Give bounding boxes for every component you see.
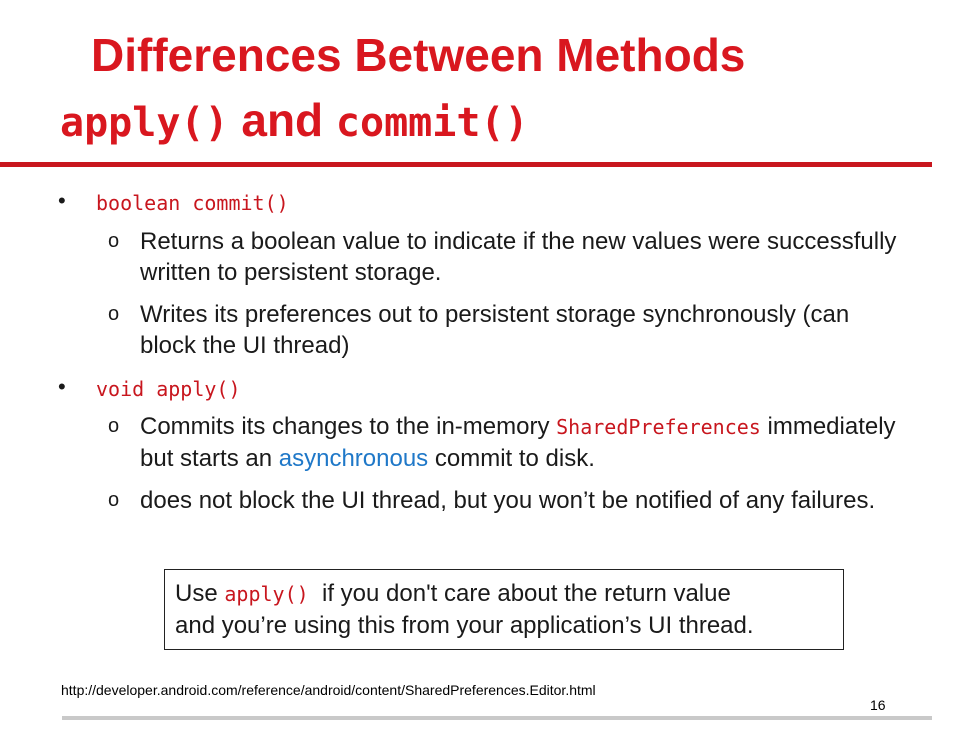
- title-code-commit: commit(): [335, 100, 529, 146]
- title-code-apply: apply(): [60, 100, 229, 146]
- code-sharedpreferences: SharedPreferences: [556, 415, 761, 439]
- sub-bullet-marker: o: [108, 230, 120, 252]
- title-and: and: [228, 94, 336, 146]
- text-segment: Commits its changes to the in-memory: [140, 413, 557, 440]
- page-number: 16: [870, 697, 886, 713]
- callout-line1: [175, 578, 843, 610]
- bullet-code-commit: boolean commit(): [96, 191, 289, 215]
- bullet-marker-1: •: [58, 188, 66, 213]
- footer-divider: [62, 716, 932, 720]
- list-item: [108, 485, 898, 516]
- callout-line2: and you’re using this from your application’s UI thread.: [175, 612, 754, 639]
- sub-bullet-text: Writes its preferences out to persistent storage synchronously (can block the UI thread): [140, 301, 850, 359]
- sub-bullet-marker: o: [108, 303, 120, 325]
- sub-bullet-text: does not block the UI thread, but you won’t be notified of any failures.: [140, 487, 876, 514]
- highlight-asynchronous: asynchronous: [278, 445, 429, 472]
- slide-title-line2: [60, 93, 529, 147]
- bullet-marker-2: •: [58, 374, 66, 399]
- sub-bullet-marker: o: [108, 415, 120, 437]
- callout-box: [164, 569, 844, 650]
- callout-suffix: if you don't care about the return value: [308, 580, 731, 607]
- bullet-code-apply: void apply(): [96, 377, 241, 401]
- list-item: [108, 226, 898, 288]
- sub-bullet-marker: o: [108, 489, 120, 511]
- text-segment: immediately but starts an: [140, 413, 896, 472]
- list-item: [108, 411, 898, 474]
- title-divider: [0, 162, 932, 167]
- sub-bullet-text: [140, 411, 898, 474]
- text-segment: commit to disk.: [428, 445, 595, 472]
- source-url: http://developer.android.com/reference/android/content/SharedPreferences.Editor.html: [61, 682, 596, 698]
- list-item: [108, 299, 898, 361]
- callout-code-apply: apply(): [224, 582, 309, 606]
- callout-prefix: Use: [175, 580, 225, 607]
- sub-bullet-text: Returns a boolean value to indicate if the new values were successfully written to persistent storage.: [140, 228, 897, 286]
- slide-title-line1: Differences Between Methods: [91, 29, 746, 81]
